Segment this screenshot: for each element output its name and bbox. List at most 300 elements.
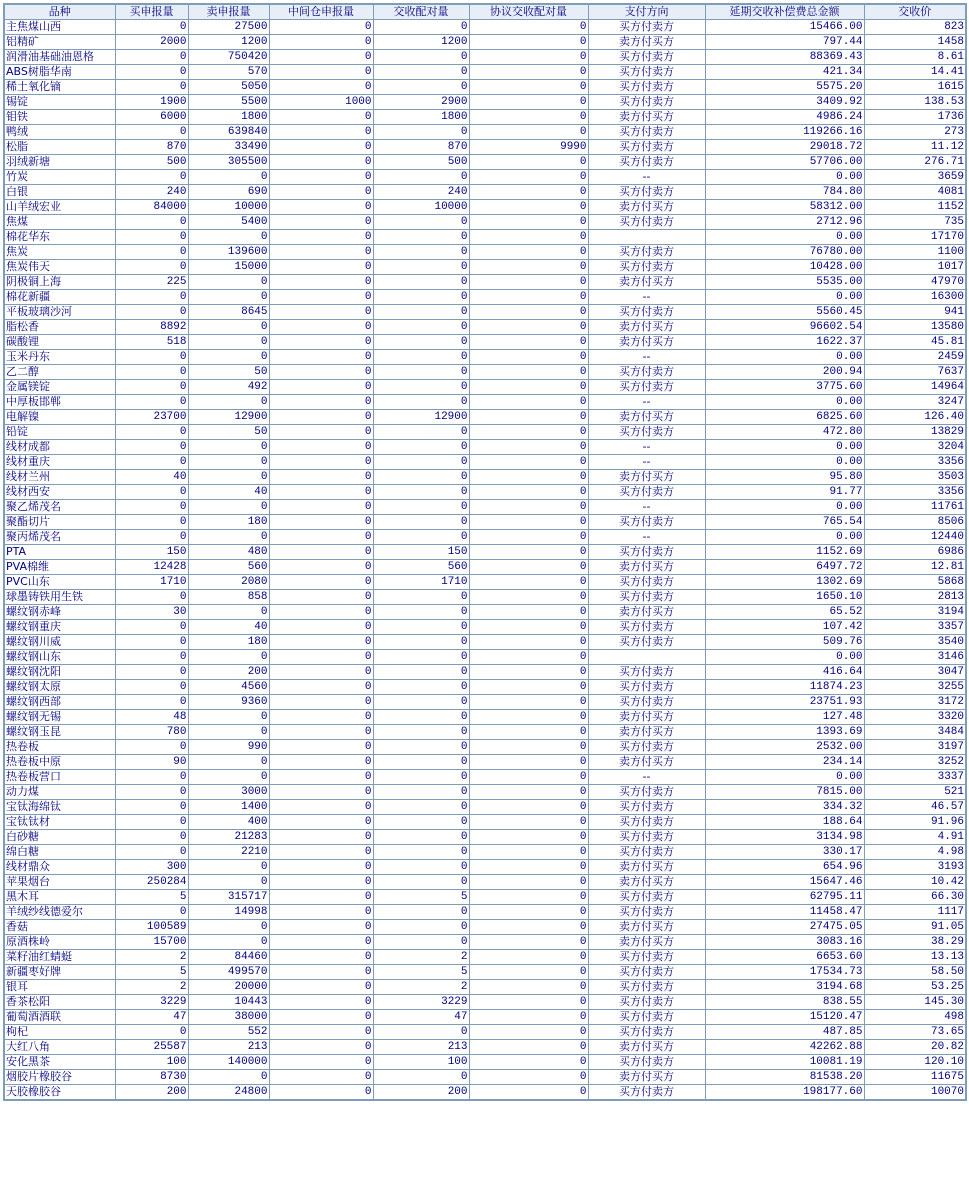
compensation-total-cell: 42262.88 [705,1040,864,1055]
product-cell: 枸杞 [4,1025,115,1040]
col-header-product: 品种 [4,4,115,20]
sell-qty-cell: 15000 [188,260,269,275]
intermediate-qty-cell: 0 [269,980,373,995]
intermediate-qty-cell: 0 [269,740,373,755]
intermediate-qty-cell: 0 [269,590,373,605]
intermediate-qty-cell: 0 [269,1055,373,1070]
matched-qty-cell: 0 [373,485,469,500]
payment-direction-cell: 买方付卖方 [588,995,705,1010]
matched-qty-cell: 0 [373,320,469,335]
agreement-matched-qty-cell: 0 [469,365,588,380]
delivery-price-cell: 1152 [864,200,966,215]
intermediate-qty-cell: 0 [269,965,373,980]
compensation-total-cell: 1302.69 [705,575,864,590]
table-row [4,605,966,620]
intermediate-qty-cell: 1000 [269,95,373,110]
matched-qty-cell: 870 [373,140,469,155]
matched-qty-cell: 0 [373,380,469,395]
matched-qty-cell: 0 [373,905,469,920]
payment-direction-cell: 卖方付买方 [588,860,705,875]
table-row [4,515,966,530]
payment-direction-cell: -- [588,770,705,785]
matched-qty-cell: 0 [373,425,469,440]
agreement-matched-qty-cell: 9990 [469,140,588,155]
product-cell: 棉花华东 [4,230,115,245]
agreement-matched-qty-cell: 0 [469,1025,588,1040]
payment-direction-cell: 买方付卖方 [588,890,705,905]
compensation-total-cell: 472.80 [705,425,864,440]
buy-qty-cell: 5 [115,890,188,905]
delivery-price-cell: 10070 [864,1085,966,1101]
buy-qty-cell: 0 [115,845,188,860]
buy-qty-cell: 0 [115,665,188,680]
agreement-matched-qty-cell: 0 [469,470,588,485]
compensation-total-cell: 198177.60 [705,1085,864,1101]
sell-qty-cell: 315717 [188,890,269,905]
compensation-total-cell: 10081.19 [705,1055,864,1070]
delivery-price-cell: 13580 [864,320,966,335]
payment-direction-cell: 卖方付买方 [588,110,705,125]
product-cell: 焦炭伟天 [4,260,115,275]
matched-qty-cell: 12900 [373,410,469,425]
product-cell: 螺纹钢无锡 [4,710,115,725]
intermediate-qty-cell: 0 [269,230,373,245]
intermediate-qty-cell: 0 [269,1085,373,1101]
buy-qty-cell: 0 [115,485,188,500]
delivery-price-cell: 941 [864,305,966,320]
table-row [4,965,966,980]
compensation-total-cell: 3134.98 [705,830,864,845]
table-row [4,275,966,290]
payment-direction-cell [588,230,705,245]
payment-direction-cell: 买方付卖方 [588,380,705,395]
buy-qty-cell: 0 [115,80,188,95]
agreement-matched-qty-cell: 0 [469,965,588,980]
agreement-matched-qty-cell: 0 [469,920,588,935]
payment-direction-cell: 卖方付买方 [588,320,705,335]
sell-qty-cell: 0 [188,290,269,305]
compensation-total-cell: 0.00 [705,350,864,365]
payment-direction-cell: 卖方付买方 [588,335,705,350]
agreement-matched-qty-cell: 0 [469,200,588,215]
delivery-price-cell: 6986 [864,545,966,560]
buy-qty-cell: 0 [115,830,188,845]
table-row [4,320,966,335]
payment-direction-cell: 卖方付买方 [588,710,705,725]
intermediate-qty-cell: 0 [269,20,373,35]
payment-direction-cell: 买方付卖方 [588,665,705,680]
agreement-matched-qty-cell: 0 [469,425,588,440]
sell-qty-cell: 50 [188,425,269,440]
product-cell: PVA棉维 [4,560,115,575]
col-header-buy-qty: 买申报量 [115,4,188,20]
matched-qty-cell: 200 [373,1085,469,1101]
matched-qty-cell: 0 [373,1025,469,1040]
payment-direction-cell: 卖方付买方 [588,275,705,290]
compensation-total-cell: 91.77 [705,485,864,500]
buy-qty-cell: 23700 [115,410,188,425]
intermediate-qty-cell: 0 [269,1040,373,1055]
payment-direction-cell: 卖方付买方 [588,920,705,935]
intermediate-qty-cell: 0 [269,425,373,440]
matched-qty-cell: 0 [373,170,469,185]
product-cell: 新疆枣好牌 [4,965,115,980]
compensation-total-cell: 0.00 [705,500,864,515]
delivery-price-cell: 4081 [864,185,966,200]
product-cell: 锡锭 [4,95,115,110]
compensation-total-cell: 58312.00 [705,200,864,215]
product-cell: 螺纹钢重庆 [4,620,115,635]
compensation-total-cell: 15120.47 [705,1010,864,1025]
product-cell: 螺纹钢沈阳 [4,665,115,680]
compensation-total-cell: 62795.11 [705,890,864,905]
table-row [4,950,966,965]
agreement-matched-qty-cell: 0 [469,350,588,365]
delivery-price-cell: 3659 [864,170,966,185]
payment-direction-cell: 买方付卖方 [588,95,705,110]
product-cell: 球墨铸铁用生铁 [4,590,115,605]
compensation-total-cell: 0.00 [705,395,864,410]
table-row [4,845,966,860]
matched-qty-cell: 2 [373,950,469,965]
delivery-price-cell: 2813 [864,590,966,605]
payment-direction-cell: 买方付卖方 [588,965,705,980]
payment-direction-cell: 卖方付买方 [588,35,705,50]
agreement-matched-qty-cell: 0 [469,440,588,455]
product-cell: 铝精矿 [4,35,115,50]
buy-qty-cell: 0 [115,530,188,545]
agreement-matched-qty-cell: 0 [469,170,588,185]
table-row [4,230,966,245]
compensation-total-cell: 6825.60 [705,410,864,425]
table-row [4,350,966,365]
buy-qty-cell: 47 [115,1010,188,1025]
matched-qty-cell: 0 [373,275,469,290]
buy-qty-cell: 0 [115,230,188,245]
matched-qty-cell: 560 [373,560,469,575]
col-header-payment-direction: 支付方向 [588,4,705,20]
sell-qty-cell: 0 [188,320,269,335]
delivery-price-cell: 3337 [864,770,966,785]
product-cell: 安化黑茶 [4,1055,115,1070]
table-row [4,830,966,845]
compensation-total-cell: 3194.68 [705,980,864,995]
table-row [4,425,966,440]
payment-direction-cell: 买方付卖方 [588,785,705,800]
table-row [4,110,966,125]
table-row [4,1085,966,1101]
delivery-price-cell: 4.98 [864,845,966,860]
sell-qty-cell: 0 [188,395,269,410]
product-cell: 聚酯切片 [4,515,115,530]
payment-direction-cell: -- [588,500,705,515]
compensation-total-cell: 4986.24 [705,110,864,125]
delivery-price-cell: 20.82 [864,1040,966,1055]
product-cell: 宝钛海绵钛 [4,800,115,815]
delivery-price-cell: 3193 [864,860,966,875]
intermediate-qty-cell: 0 [269,680,373,695]
payment-direction-cell: 买方付卖方 [588,845,705,860]
payment-direction-cell: 买方付卖方 [588,305,705,320]
compensation-total-cell: 95.80 [705,470,864,485]
table-row [4,380,966,395]
sell-qty-cell: 858 [188,590,269,605]
compensation-total-cell: 17534.73 [705,965,864,980]
compensation-total-cell: 421.34 [705,65,864,80]
buy-qty-cell: 12428 [115,560,188,575]
buy-qty-cell: 30 [115,605,188,620]
sell-qty-cell: 10443 [188,995,269,1010]
delivery-price-cell: 12.81 [864,560,966,575]
payment-direction-cell: -- [588,170,705,185]
compensation-total-cell: 2712.96 [705,215,864,230]
table-row [4,860,966,875]
intermediate-qty-cell: 0 [269,665,373,680]
table-row [4,875,966,890]
product-cell: 香菇 [4,920,115,935]
sell-qty-cell: 139600 [188,245,269,260]
payment-direction-cell: -- [588,290,705,305]
sell-qty-cell: 0 [188,710,269,725]
product-cell: 螺纹钢玉昆 [4,725,115,740]
payment-direction-cell: 买方付卖方 [588,1085,705,1101]
intermediate-qty-cell: 0 [269,890,373,905]
agreement-matched-qty-cell: 0 [469,695,588,710]
buy-qty-cell: 8892 [115,320,188,335]
delivery-price-cell: 58.50 [864,965,966,980]
intermediate-qty-cell: 0 [269,455,373,470]
matched-qty-cell: 1200 [373,35,469,50]
payment-direction-cell: -- [588,530,705,545]
buy-qty-cell: 0 [115,455,188,470]
product-cell: 天胶橡胶谷 [4,1085,115,1101]
payment-direction-cell: 买方付卖方 [588,575,705,590]
agreement-matched-qty-cell: 0 [469,215,588,230]
matched-qty-cell: 0 [373,665,469,680]
buy-qty-cell: 0 [115,515,188,530]
product-cell: 葡萄酒酒联 [4,1010,115,1025]
product-cell: 棉花新疆 [4,290,115,305]
buy-qty-cell: 90 [115,755,188,770]
compensation-total-cell: 0.00 [705,230,864,245]
matched-qty-cell: 10000 [373,200,469,215]
buy-qty-cell: 0 [115,125,188,140]
compensation-total-cell: 0.00 [705,290,864,305]
payment-direction-cell: 卖方付买方 [588,1070,705,1085]
payment-direction-cell: 买方付卖方 [588,815,705,830]
matched-qty-cell: 0 [373,335,469,350]
agreement-matched-qty-cell: 0 [469,980,588,995]
intermediate-qty-cell: 0 [269,65,373,80]
sell-qty-cell: 1200 [188,35,269,50]
table-row [4,305,966,320]
table-row [4,245,966,260]
compensation-total-cell: 509.76 [705,635,864,650]
payment-direction-cell: 买方付卖方 [588,620,705,635]
intermediate-qty-cell: 0 [269,50,373,65]
delivery-price-cell: 1458 [864,35,966,50]
payment-direction-cell: 卖方付买方 [588,755,705,770]
buy-qty-cell: 0 [115,215,188,230]
payment-direction-cell: 买方付卖方 [588,740,705,755]
buy-qty-cell: 0 [115,905,188,920]
product-cell: 线材成都 [4,440,115,455]
payment-direction-cell: 买方付卖方 [588,215,705,230]
table-row [4,815,966,830]
buy-qty-cell: 0 [115,20,188,35]
buy-qty-cell: 100589 [115,920,188,935]
table-row [4,290,966,305]
col-header-matched-qty: 交收配对量 [373,4,469,20]
compensation-total-cell: 797.44 [705,35,864,50]
matched-qty-cell: 0 [373,125,469,140]
table-row [4,395,966,410]
payment-direction-cell: 买方付卖方 [588,365,705,380]
compensation-total-cell: 1650.10 [705,590,864,605]
delivery-price-cell: 1615 [864,80,966,95]
sell-qty-cell: 552 [188,1025,269,1040]
payment-direction-cell: 卖方付买方 [588,470,705,485]
buy-qty-cell: 0 [115,740,188,755]
compensation-total-cell: 7815.00 [705,785,864,800]
agreement-matched-qty-cell: 0 [469,455,588,470]
product-cell: 烟胶片橡胶谷 [4,1070,115,1085]
compensation-total-cell: 416.64 [705,665,864,680]
intermediate-qty-cell: 0 [269,1010,373,1025]
compensation-total-cell: 3083.16 [705,935,864,950]
delivery-price-cell: 521 [864,785,966,800]
col-header-intermediate-qty: 中间仓申报量 [269,4,373,20]
intermediate-qty-cell: 0 [269,170,373,185]
agreement-matched-qty-cell: 0 [469,65,588,80]
agreement-matched-qty-cell: 0 [469,905,588,920]
compensation-total-cell: 5560.45 [705,305,864,320]
buy-qty-cell: 0 [115,365,188,380]
intermediate-qty-cell: 0 [269,830,373,845]
intermediate-qty-cell: 0 [269,620,373,635]
delivery-price-cell: 4.91 [864,830,966,845]
product-cell: 线材兰州 [4,470,115,485]
table-row [4,410,966,425]
payment-direction-cell: -- [588,440,705,455]
product-cell: 铅锭 [4,425,115,440]
table-row [4,890,966,905]
buy-qty-cell: 2000 [115,35,188,50]
matched-qty-cell: 0 [373,935,469,950]
sell-qty-cell: 0 [188,170,269,185]
sell-qty-cell: 0 [188,275,269,290]
payment-direction-cell: 卖方付买方 [588,725,705,740]
sell-qty-cell: 499570 [188,965,269,980]
compensation-total-cell: 0.00 [705,650,864,665]
table-row [4,500,966,515]
payment-direction-cell: 买方付卖方 [588,635,705,650]
agreement-matched-qty-cell: 0 [469,650,588,665]
sell-qty-cell: 0 [188,230,269,245]
intermediate-qty-cell: 0 [269,815,373,830]
compensation-total-cell: 487.85 [705,1025,864,1040]
compensation-total-cell: 5535.00 [705,275,864,290]
buy-qty-cell: 25587 [115,1040,188,1055]
agreement-matched-qty-cell: 0 [469,875,588,890]
matched-qty-cell: 213 [373,1040,469,1055]
payment-direction-cell: 买方付卖方 [588,830,705,845]
intermediate-qty-cell: 0 [269,215,373,230]
sell-qty-cell: 1400 [188,800,269,815]
agreement-matched-qty-cell: 0 [469,515,588,530]
delivery-price-cell: 11.12 [864,140,966,155]
delivery-price-cell: 5868 [864,575,966,590]
buy-qty-cell: 0 [115,260,188,275]
matched-qty-cell: 0 [373,1070,469,1085]
buy-qty-cell: 0 [115,680,188,695]
intermediate-qty-cell: 0 [269,800,373,815]
intermediate-qty-cell: 0 [269,1070,373,1085]
table-row [4,95,966,110]
product-cell: 焦炭 [4,245,115,260]
table-row [4,335,966,350]
agreement-matched-qty-cell: 0 [469,260,588,275]
product-cell: 线材鼎众 [4,860,115,875]
sell-qty-cell: 0 [188,920,269,935]
agreement-matched-qty-cell: 0 [469,560,588,575]
delivery-price-cell: 126.40 [864,410,966,425]
matched-qty-cell: 0 [373,815,469,830]
agreement-matched-qty-cell: 0 [469,545,588,560]
product-cell: 羊绒纱线德爱尔 [4,905,115,920]
product-cell: 焦煤 [4,215,115,230]
intermediate-qty-cell: 0 [269,410,373,425]
matched-qty-cell: 0 [373,845,469,860]
matched-qty-cell: 0 [373,515,469,530]
delivery-price-cell: 3484 [864,725,966,740]
intermediate-qty-cell: 0 [269,350,373,365]
compensation-total-cell: 0.00 [705,530,864,545]
matched-qty-cell: 0 [373,65,469,80]
product-cell: 主焦煤山西 [4,20,115,35]
buy-qty-cell: 40 [115,470,188,485]
table-row [4,545,966,560]
intermediate-qty-cell: 0 [269,380,373,395]
intermediate-qty-cell: 0 [269,200,373,215]
compensation-total-cell: 15647.46 [705,875,864,890]
sell-qty-cell: 0 [188,1070,269,1085]
agreement-matched-qty-cell: 0 [469,335,588,350]
intermediate-qty-cell: 0 [269,320,373,335]
table-row [4,755,966,770]
payment-direction-cell: -- [588,350,705,365]
payment-direction-cell: 买方付卖方 [588,125,705,140]
sell-qty-cell: 40 [188,485,269,500]
matched-qty-cell: 0 [373,605,469,620]
sell-qty-cell: 20000 [188,980,269,995]
compensation-total-cell: 654.96 [705,860,864,875]
table-row [4,1040,966,1055]
delivery-price-cell: 3252 [864,755,966,770]
sell-qty-cell: 9360 [188,695,269,710]
product-cell: 热卷板中原 [4,755,115,770]
matched-qty-cell: 0 [373,230,469,245]
agreement-matched-qty-cell: 0 [469,680,588,695]
table-row [4,1025,966,1040]
sell-qty-cell: 0 [188,860,269,875]
agreement-matched-qty-cell: 0 [469,80,588,95]
buy-qty-cell: 48 [115,710,188,725]
table-row [4,125,966,140]
compensation-total-cell: 76780.00 [705,245,864,260]
compensation-total-cell: 2532.00 [705,740,864,755]
payment-direction-cell: 买方付卖方 [588,905,705,920]
